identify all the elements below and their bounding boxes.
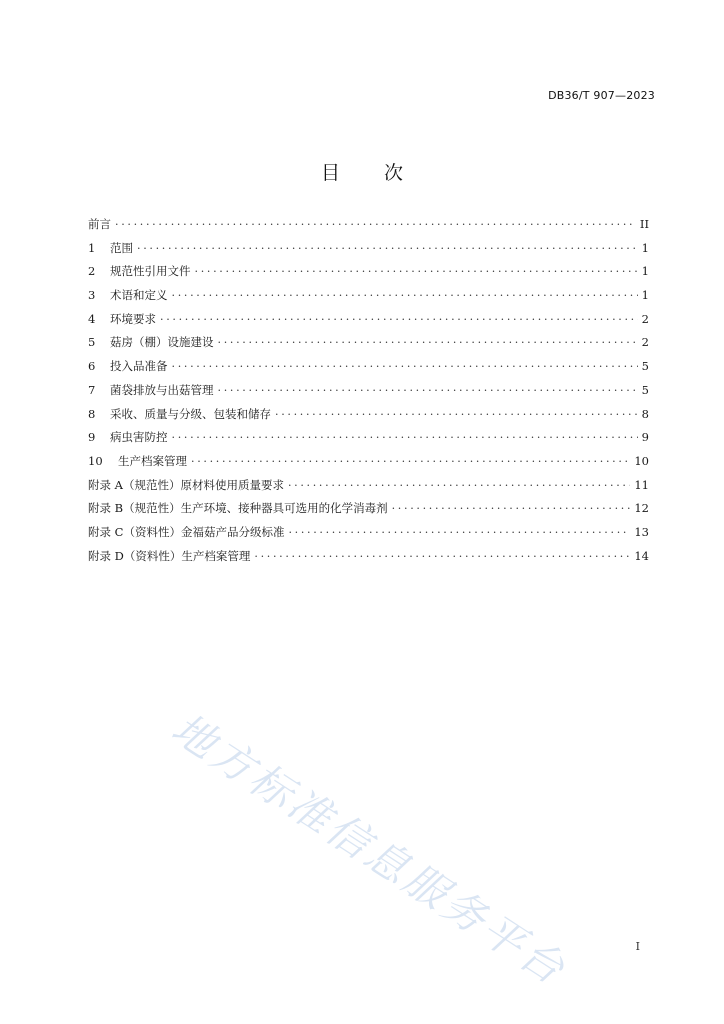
toc-entry-appendix-c[interactable]	[88, 524, 649, 548]
toc-page-number: 5	[641, 359, 649, 374]
toc-entry-appendix-a[interactable]	[88, 477, 649, 501]
toc-entry-6[interactable]	[88, 358, 649, 382]
toc-page-number: 5	[641, 382, 649, 397]
toc-leader-dots	[172, 358, 638, 370]
toc-entry-5[interactable]	[88, 334, 649, 358]
toc-leader-dots	[191, 453, 630, 465]
toc-page-number: 13	[634, 524, 649, 539]
toc-page-number: 10	[634, 453, 649, 468]
toc-entry-foreword[interactable]	[88, 216, 649, 240]
toc-entry-7[interactable]	[88, 382, 649, 406]
toc-label: 环境要求	[110, 311, 156, 326]
toc-page-number: 2	[641, 335, 649, 350]
toc-leader-dots	[137, 240, 638, 252]
toc-entry-1[interactable]	[88, 240, 649, 264]
toc-page-number: 2	[641, 311, 649, 326]
toc-page-number: 11	[634, 477, 649, 492]
toc-label: 规范性引用文件	[110, 264, 191, 279]
toc-label: 菌袋排放与出菇管理	[110, 382, 214, 397]
toc-section-number: 4	[88, 311, 96, 326]
toc-leader-dots	[218, 334, 638, 346]
toc-label: 采收、质量与分级、包装和储存	[110, 406, 271, 421]
toc-leader-dots	[275, 406, 638, 418]
toc-label: 术语和定义	[110, 288, 168, 303]
toc-label: 投入品准备	[110, 359, 168, 374]
toc-entry-appendix-d[interactable]	[88, 548, 649, 572]
toc-section-number: 1	[88, 240, 96, 255]
toc-page-number: 14	[634, 548, 649, 563]
toc-section-number: 10	[88, 453, 103, 468]
toc-leader-dots	[288, 524, 630, 536]
toc-entry-3[interactable]	[88, 287, 649, 311]
toc-entry-2[interactable]	[88, 263, 649, 287]
page-title: 目次	[320, 162, 447, 184]
toc-leader-dots	[392, 500, 631, 512]
page-number: I	[635, 940, 640, 953]
toc-label: 菇房（棚）设施建设	[110, 335, 214, 350]
toc-page-number: 1	[641, 240, 649, 255]
toc-entry-8[interactable]	[88, 406, 649, 430]
toc-label: 生产档案管理	[118, 453, 187, 468]
toc-section-number: 5	[88, 335, 96, 350]
toc-page-number: 1	[641, 288, 649, 303]
toc-leader-dots	[172, 429, 638, 441]
toc-section-number: 8	[88, 406, 96, 421]
toc-section-number: 2	[88, 264, 96, 279]
toc-leader-dots	[218, 382, 638, 394]
toc-leader-dots	[254, 548, 630, 560]
toc-label: 附录 A（规范性）原材料使用质量要求	[88, 477, 284, 492]
toc-label: 附录 C（资料性）金福菇产品分级标准	[88, 524, 285, 539]
toc-label: 前言	[88, 217, 111, 231]
toc-leader-dots	[115, 216, 636, 228]
toc-leader-dots	[288, 477, 630, 489]
toc-page-number: 9	[641, 430, 649, 445]
toc-entry-4[interactable]	[88, 311, 649, 335]
toc-section-number: 6	[88, 359, 96, 374]
toc-label: 范围	[110, 240, 133, 255]
toc-page-number: II	[639, 217, 649, 231]
toc-entry-appendix-b[interactable]	[88, 500, 649, 524]
toc-label: 附录 D（资料性）生产档案管理	[88, 548, 251, 563]
toc-page-number: 12	[634, 501, 649, 516]
toc-leader-dots	[160, 311, 638, 323]
toc-section-number: 3	[88, 288, 96, 303]
toc-label: 附录 B（规范性）生产环境、接种器具可选用的化学消毒剂	[88, 501, 388, 516]
table-of-contents	[88, 216, 649, 571]
document-code: DB36/T 907—2023	[548, 89, 655, 102]
toc-leader-dots	[172, 287, 638, 299]
toc-leader-dots	[195, 263, 638, 275]
toc-entry-10[interactable]	[88, 453, 649, 477]
watermark: 地方标准信息服务平台	[163, 703, 576, 996]
toc-section-number: 7	[88, 382, 96, 397]
toc-page-number: 8	[641, 406, 649, 421]
toc-page-number: 1	[641, 264, 649, 279]
toc-entry-9[interactable]	[88, 429, 649, 453]
toc-label: 病虫害防控	[110, 430, 168, 445]
toc-section-number: 9	[88, 430, 96, 445]
